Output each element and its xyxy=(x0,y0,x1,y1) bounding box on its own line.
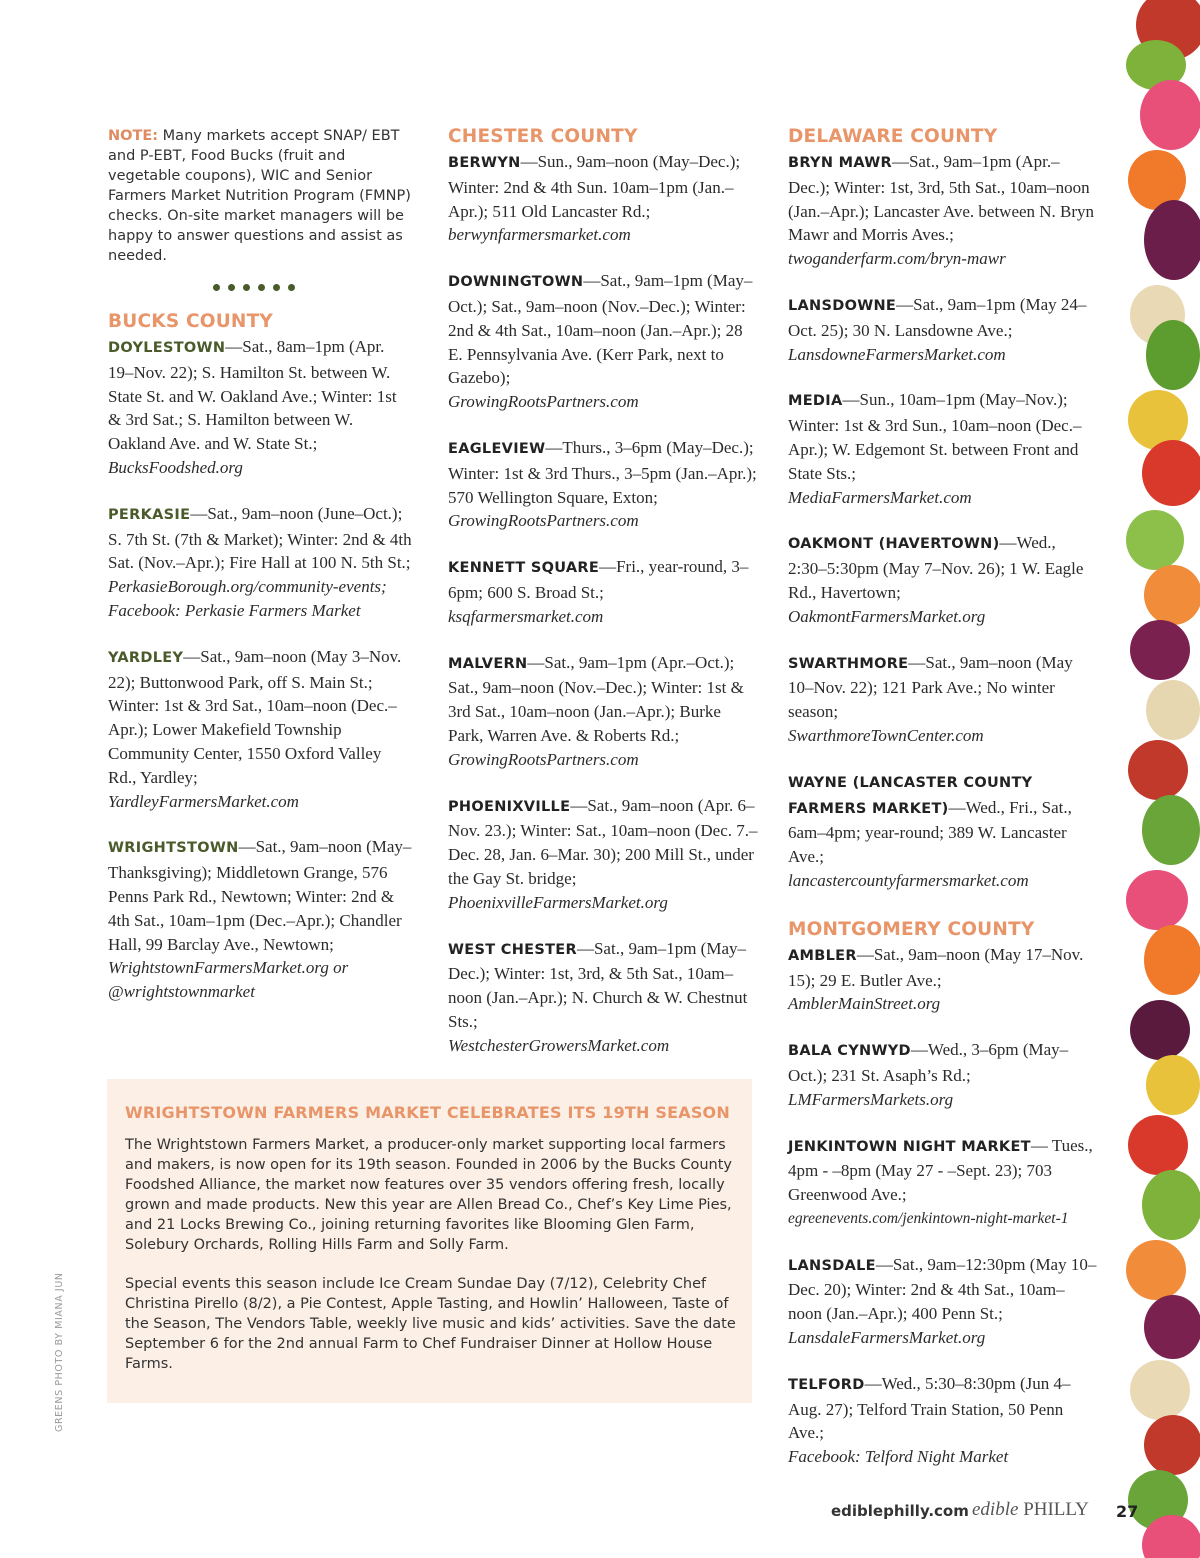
market-listing xyxy=(448,651,758,772)
market-url: twoganderfarm.com/bryn-mawr xyxy=(788,249,1006,269)
market-details: —Sat., 9am–1pm (May–Oct.); Sat., 9am–noon (Nov.–Dec.); Winter: 2nd & 4th Sat., 10am–noon (Jan.–Apr.); 28 E. Pennsylvania Ave. (Kerr Park, next to Gazebo); xyxy=(448,271,753,388)
market-url: WestchesterGrowersMarket.com xyxy=(448,1035,670,1055)
market-name: JENKINTOWN NIGHT MARKET xyxy=(788,1138,1031,1155)
market-url: MediaFarmersMarket.com xyxy=(788,487,972,507)
market-name: SWARTHMORE xyxy=(788,655,909,672)
market-details: —Sat., 9am–1pm (Apr.–Oct.); Sat., 9am–noon (Nov.–Dec.); Winter: 1st & 3rd Sat., 10am–noon (Jan.–Apr.); Burke Park, Warren Ave. & Roberts Rd.; xyxy=(448,652,744,745)
market-listing xyxy=(448,555,758,628)
market-listing xyxy=(788,293,1098,366)
market-details: —Wed., 5:30–8:30pm (Jun 4–Aug. 27); Telford Train Station, 50 Penn Ave.; xyxy=(788,1373,1071,1443)
market-details: —Wed., 3–6pm (May–Oct.); 231 St. Asaph’s Rd.; xyxy=(788,1040,1069,1085)
market-url: lancastercountyfarmersmarket.com xyxy=(788,870,1029,890)
page-number: 27 xyxy=(1116,1502,1139,1521)
market-url: GrowingRootsPartners.com xyxy=(448,511,639,531)
note-text: Many markets accept SNAP/ EBT and P-EBT, Food Bucks (fruit and vegetable coupons), WIC and Senior Farmers Market Nutrition Program (FMNP) checks. On-site market managers will be happy to answer questions and assist as needed. xyxy=(108,128,411,264)
market-details: —Fri., year-round, 3–6pm; 600 S. Broad St.; xyxy=(448,557,749,602)
market-listing xyxy=(108,502,413,623)
market-details: —Thurs., 3–6pm (May–Dec.); Winter: 1st & 3rd Thurs., 3–5pm (Jan.–Apr.); 570 Wellington Square, Exton; xyxy=(448,437,757,507)
market-name: WAYNE (LANCASTER COUNTY FARMERS MARKET) xyxy=(788,774,1033,817)
market-details: —Sat., 9am–noon (May 3–Nov. 22); Buttonwood Park, off S. Main St.; Winter: 1st & 3rd Sat., 10am–noon (Dec.–Apr.); Lower Makefield Township Community Center, 1550 Oxford Valley Rd., Yardley; xyxy=(108,646,402,787)
footer-site: ediblephilly.com xyxy=(831,1502,969,1520)
brand-caps: PHILLY xyxy=(1023,1499,1089,1520)
market-listing xyxy=(788,1253,1098,1350)
market-name: MALVERN xyxy=(448,655,528,672)
market-details: —Sat., 8am–1pm (Apr. 19–Nov. 22); S. Hamilton St. between W. State St. and W. Oakland Ave.; Winter: 1st & 3rd Sat.; S. Hamilton between W. Oakland Ave. and W. State St.; xyxy=(108,337,397,454)
market-listing xyxy=(788,651,1098,748)
county-heading-delaware: DELAWARE COUNTY xyxy=(788,126,998,147)
market-details: —Sun., 10am–1pm (May–Nov.); Winter: 1st & 3rd Sun., 10am–noon (Dec.–Apr.); W. Edgemont St. between Front and State Sts.; xyxy=(788,390,1082,483)
sidebar-paragraph-2: Special events this season include Ice Cream Sundae Day (7/12), Celebrity Chef Christina Pirello (8/2), a Pie Contest, Apple Tasting, and Howlin’ Halloween, Taste of the Season, The Vendors Table, weekly live music and kids’ activities. Save the date September 6 for the 2nd annual Farm to Chef Fundraiser Dinner at Hollow House Farms. xyxy=(125,1276,736,1372)
market-url: SwarthmoreTownCenter.com xyxy=(788,725,984,745)
market-details: —Sat., 9am–1pm (Apr.–Dec.); Winter: 1st, 3rd, 5th Sat., 10am–noon (Jan.–Apr.); Lancaster Ave. between N. Bryn Mawr and Morris Aves.; xyxy=(788,152,1095,245)
market-name: LANSDOWNE xyxy=(788,297,897,314)
market-listing xyxy=(788,1038,1098,1111)
market-name: OAKMONT (HAVERTOWN) xyxy=(788,536,1000,553)
sidebar-paragraph-1: The Wrightstown Farmers Market, a producer-only market supporting local farmers and makers, is now open for its 19th season. Founded in 2006 by the Bucks County Foodshed Alliance, the market now features over 35 vendors offering fresh, locally grown and made products. New this year are Allen Bread Co., Chef’s Key Lime Pies, and 21 Locks Brewing Co., joining returning favorites like Blooming Glen Farm, Solebury Orchards, Rolling Hills Farm and Solly Farm. xyxy=(125,1137,732,1253)
market-url: GrowingRootsPartners.com xyxy=(448,392,639,412)
market-url: BucksFoodshed.org xyxy=(108,457,243,477)
dot-divider xyxy=(213,284,413,291)
market-url: egreenevents.com/jenkintown-night-market-1 xyxy=(788,1209,1069,1227)
market-name: KENNETT SQUARE xyxy=(448,560,600,577)
market-url: LansdowneFarmersMarket.com xyxy=(788,344,1006,364)
market-name: BALA CYNWYD xyxy=(788,1043,911,1060)
market-listing xyxy=(108,335,413,480)
market-listing xyxy=(788,770,1098,893)
market-listing xyxy=(788,1134,1098,1231)
market-name: EAGLEVIEW xyxy=(448,440,546,457)
market-details: —Sat., 9am–noon (June–Oct.); S. 7th St. (7th & Market); Winter: 2nd & 4th Sat. (Nov.–Apr.); Fire Hall at 100 N. 5th St.; xyxy=(108,503,412,573)
market-details: —Wed., 2:30–5:30pm (May 7–Nov. 26); 1 W. Eagle Rd., Havertown; xyxy=(788,533,1084,602)
market-listing xyxy=(788,150,1098,271)
market-listing xyxy=(448,269,758,414)
county-heading-chester: CHESTER COUNTY xyxy=(448,126,638,147)
market-url-secondary: Facebook: Perkasie Farmers Market xyxy=(108,600,361,620)
market-url: PerkasieBorough.org/community-events; xyxy=(108,577,387,597)
market-listing xyxy=(448,436,758,533)
market-url: PhoenixvilleFarmersMarket.org xyxy=(448,892,668,912)
market-url: AmblerMainStreet.org xyxy=(788,994,941,1014)
market-name: MEDIA xyxy=(788,393,843,410)
market-name: AMBLER xyxy=(788,947,857,964)
county-heading-montgomery: MONTGOMERY COUNTY xyxy=(788,918,1035,940)
note-label: NOTE: xyxy=(108,128,159,144)
market-name: BERWYN xyxy=(448,155,521,171)
market-details: —Sat., 9am–noon (May 17–Nov. 15); 29 E. Butler Ave.; xyxy=(788,944,1084,990)
market-name: YARDLEY xyxy=(108,649,184,666)
market-listing xyxy=(788,388,1098,509)
market-url: WrightstownFarmersMarket.org or xyxy=(108,958,349,978)
market-details: —Sat., 9am–noon (May 10–Nov. 22); 121 Park Ave.; No winter season; xyxy=(788,652,1073,722)
market-url: LMFarmersMarkets.org xyxy=(788,1089,954,1109)
market-listing xyxy=(448,150,758,247)
market-url: OakmontFarmersMarket.org xyxy=(788,606,986,626)
right-column xyxy=(788,126,1098,1491)
footer-brand xyxy=(972,1499,1089,1523)
market-url: ksqfarmersmarket.com xyxy=(448,606,604,626)
left-column xyxy=(108,126,413,1026)
county-heading-bucks: BUCKS COUNTY xyxy=(108,311,274,332)
market-url: berwynfarmersmarket.com xyxy=(448,225,631,245)
market-details: —Wed., Fri., Sat., 6am–4pm; year-round; 389 W. Lancaster Ave.; xyxy=(788,797,1072,867)
middle-column xyxy=(448,126,758,1080)
payment-note xyxy=(108,126,413,266)
market-url-secondary: @wrightstownmarket xyxy=(108,982,255,1002)
market-name: WEST CHESTER xyxy=(448,941,577,958)
market-listing xyxy=(788,943,1098,1016)
market-listing xyxy=(448,937,758,1058)
market-name: TELFORD xyxy=(788,1376,865,1393)
market-url: Facebook: Telford Night Market xyxy=(788,1447,1009,1467)
market-listing xyxy=(108,645,413,814)
wrightstown-sidebar xyxy=(107,1079,752,1403)
market-url: GrowingRootsPartners.com xyxy=(448,749,639,769)
market-listing xyxy=(788,531,1098,628)
market-name: WRIGHTSTOWN xyxy=(108,840,239,857)
market-name: DOWNINGTOWN xyxy=(448,274,584,291)
market-url: LansdaleFarmersMarket.org xyxy=(788,1328,986,1348)
market-name: PERKASIE xyxy=(108,506,191,523)
market-name: DOYLESTOWN xyxy=(108,340,226,356)
market-name: LANSDALE xyxy=(788,1257,876,1274)
market-details: —Sun., 9am–noon (May–Dec.); Winter: 2nd & 4th Sun. 10am–1pm (Jan.–Apr.); 511 Old Lancaster Rd.; xyxy=(448,152,741,221)
market-details: —Sat., 9am–noon (May–Thanksgiving); Middletown Grange, 576 Penns Park Rd., Newtown; Winter: 2nd & 4th Sat., 10am–1pm (Dec.–Apr.); Chandler Hall, 99 Barclay Ave., Newtown; xyxy=(108,837,412,954)
market-details: —Sat., 9am–1pm (May 24–Oct. 25); 30 N. Lansdowne Ave.; xyxy=(788,294,1087,340)
market-name: BRYN MAWR xyxy=(788,155,892,171)
market-details: —Sat., 9am–noon (Apr. 6–Nov. 23.); Winter: Sat., 10am–noon (Dec. 7.–Dec. 28, Jan. 6–Mar. 30); 200 Mill St., under the Gay St. bridge; xyxy=(448,795,758,888)
vegetable-illustration-border xyxy=(1122,0,1200,1558)
market-details: — Tues., 4pm - –8pm (May 27 - –Sept. 23); 703 Greenwood Ave.; xyxy=(788,1135,1093,1205)
market-listing xyxy=(788,1372,1098,1469)
market-listing xyxy=(448,794,758,915)
photo-credit: GREENS PHOTO BY MIANA JUN xyxy=(54,1272,65,1432)
market-listing xyxy=(108,835,413,1004)
market-name: PHOENIXVILLE xyxy=(448,798,571,815)
market-details: —Sat., 9am–12:30pm (May 10–Dec. 20); Winter: 2nd & 4th Sat., 10am–noon (Jan.–Apr.); 400 Penn St.; xyxy=(788,1254,1097,1324)
brand-italic: edible xyxy=(972,1499,1019,1520)
sidebar-title: WRIGHTSTOWN FARMERS MARKET CELEBRATES ITS 19TH SEASON xyxy=(125,1103,730,1122)
market-details: —Sat., 9am–1pm (May–Dec.); Winter: 1st, 3rd, & 5th Sat., 10am–noon (Jan.–Apr.); N. Church & W. Chestnut Sts.; xyxy=(448,938,748,1031)
market-url: YardleyFarmersMarket.com xyxy=(108,791,299,811)
